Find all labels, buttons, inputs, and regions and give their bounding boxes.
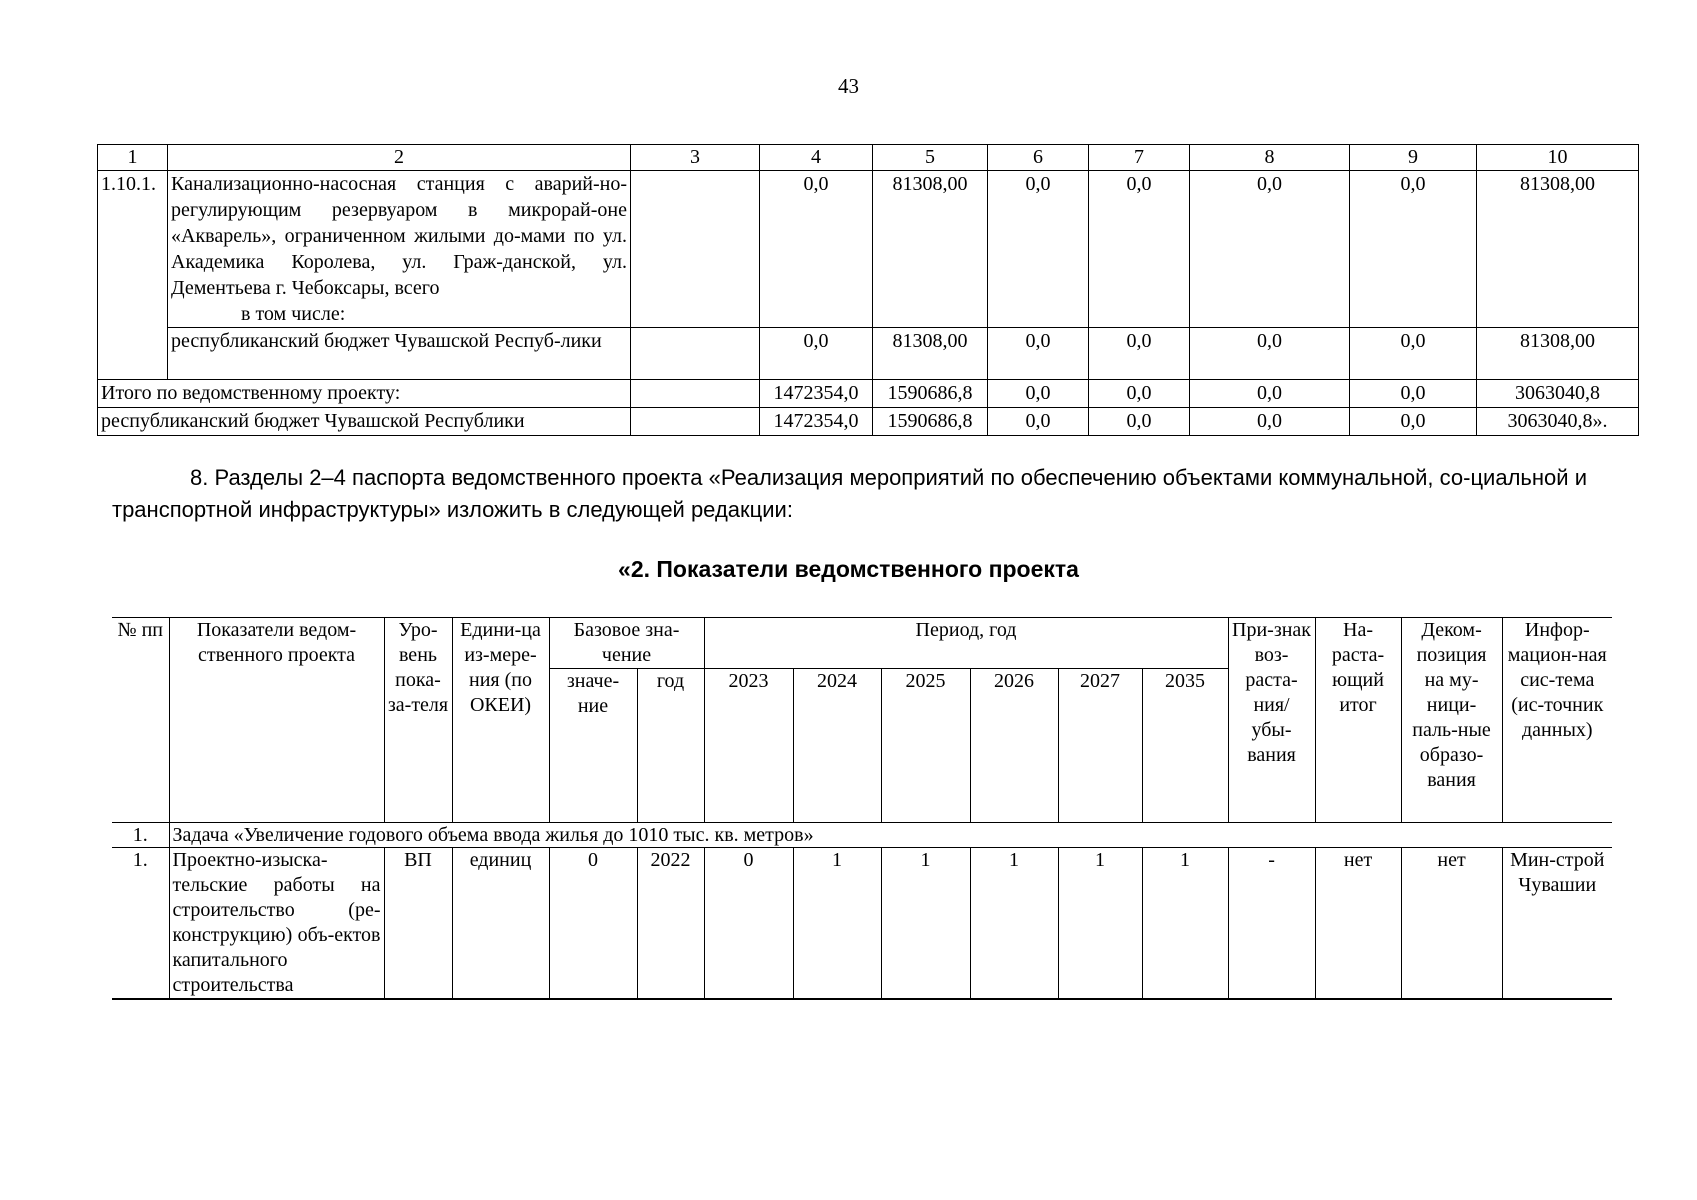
row-id: 1.10.1. (98, 171, 168, 380)
cell: 0,0 (988, 328, 1089, 380)
table-row (112, 848, 1612, 1000)
header-year: 2027 (1058, 669, 1142, 823)
cell: 0,0 (1190, 171, 1350, 328)
row-unit: единиц (452, 848, 549, 1000)
header-info-system: Инфор-мацион-ная сис-тема (ис-точник данных) (1502, 618, 1612, 823)
cell: 0,0 (1350, 380, 1477, 408)
cell: 1590686,8 (873, 408, 988, 436)
row-base-value: 0 (549, 848, 637, 1000)
cell: 0,0 (988, 380, 1089, 408)
cell: 1472354,0 (760, 408, 873, 436)
row-year-value: 0 (704, 848, 793, 1000)
table-header-row (98, 145, 1639, 171)
cell (631, 328, 760, 380)
column-header: 2 (168, 145, 631, 171)
task-row (112, 823, 1612, 848)
cell: 0,0 (1089, 328, 1190, 380)
task-num: 1. (112, 823, 169, 848)
row-decomposition: нет (1401, 848, 1502, 1000)
row-description-text: Канализационно-насосная станция с аварий-но-регулирующим резервуаром в микрорай-оне «Акварель», ограниченном жилыми до-мами по ул. Академика Королева, ул. Граж-данской, ул. Дементьева г. Чебоксары, всего (171, 173, 627, 299)
cell: 0,0 (1089, 408, 1190, 436)
row-info-system: Мин-строй Чувашии (1502, 848, 1612, 1000)
cell (631, 380, 760, 408)
row-num: 1. (112, 848, 169, 1000)
cell: 0,0 (1350, 328, 1477, 380)
row-level: ВП (384, 848, 452, 1000)
column-header: 1 (98, 145, 168, 171)
cell: 81308,00 (1477, 171, 1639, 328)
table-row (98, 171, 1639, 328)
cell: 1590686,8 (873, 380, 988, 408)
row-year-value: 1 (970, 848, 1058, 1000)
header-unit: Едини-ца из-мере-ния (по ОКЕИ) (452, 618, 549, 823)
cell: 0,0 (1350, 171, 1477, 328)
cell: 0,0 (760, 328, 873, 380)
column-header: 9 (1350, 145, 1477, 171)
column-header: 10 (1477, 145, 1639, 171)
row-year-value: 1 (793, 848, 881, 1000)
row-description: республиканский бюджет Чувашской Респуб-лики (168, 328, 631, 380)
header-period: Период, год (704, 618, 1228, 669)
cell: 0,0 (988, 171, 1089, 328)
cell: 81308,00 (873, 328, 988, 380)
cell (631, 171, 760, 328)
total-row (98, 408, 1639, 436)
cell: 3063040,8 (1477, 380, 1639, 408)
table-header-row (112, 618, 1612, 669)
column-header: 7 (1089, 145, 1190, 171)
header-sign: При-знак воз-раста-ния/ убы-вания (1228, 618, 1315, 823)
header-num: № пп (112, 618, 169, 823)
header-indicator: Показатели ведом-ственного проекта (169, 618, 384, 823)
header-base-value: значе-ние (549, 669, 637, 823)
cell: 0,0 (760, 171, 873, 328)
header-year: 2025 (881, 669, 970, 823)
cell: 0,0 (1190, 408, 1350, 436)
row-year-value: 1 (881, 848, 970, 1000)
cell: 1472354,0 (760, 380, 873, 408)
row-description (168, 171, 631, 328)
row-base-year: 2022 (637, 848, 704, 1000)
section-title: «2. Показатели ведомственного проекта (618, 556, 1079, 582)
cell: 81308,00 (873, 171, 988, 328)
header-year: 2035 (1142, 669, 1228, 823)
header-decomposition: Деком-позиция на му-ници-паль-ные образо-вания (1401, 618, 1502, 823)
column-header: 8 (1190, 145, 1350, 171)
cell (631, 408, 760, 436)
cell: 0,0 (1190, 380, 1350, 408)
cell: 81308,00 (1477, 328, 1639, 380)
row-year-value: 1 (1142, 848, 1228, 1000)
header-base-year: год (637, 669, 704, 823)
indicators-table (112, 617, 1612, 1000)
header-level: Уро-вень пока-за-теля (384, 618, 452, 823)
cell: 0,0 (1089, 380, 1190, 408)
instruction-paragraph: 8. Разделы 2–4 паспорта ведомственного проекта «Реализация мероприятий по обеспечению объектами коммунальной, со-циальной и транспортной инфраструктуры» изложить в следующей редакции: (112, 465, 1587, 522)
row-sign: - (1228, 848, 1315, 1000)
cell: 0,0 (988, 408, 1089, 436)
row-indicator: Проектно-изыска-тельские работы на строительство (ре-конструкцию) объ-ектов капитального строительства (169, 848, 384, 1000)
financing-table (97, 144, 1639, 436)
header-year: 2024 (793, 669, 881, 823)
column-header: 6 (988, 145, 1089, 171)
cell: 0,0 (1089, 171, 1190, 328)
header-year: 2026 (970, 669, 1058, 823)
cell: 0,0 (1350, 408, 1477, 436)
column-header: 5 (873, 145, 988, 171)
total-label: республиканский бюджет Чувашской Республики (98, 408, 631, 436)
row-cumulative: нет (1315, 848, 1401, 1000)
header-cumulative: На-раста-ющий итог (1315, 618, 1401, 823)
total-label: Итого по ведомственному проекту: (98, 380, 631, 408)
header-base: Базовое зна-чение (549, 618, 704, 669)
column-header: 3 (631, 145, 760, 171)
cell: 0,0 (1190, 328, 1350, 380)
table-row (98, 328, 1639, 380)
task-text: Задача «Увеличение годового объема ввода жилья до 1010 тыс. кв. метров» (169, 823, 1612, 848)
total-row (98, 380, 1639, 408)
cell: 3063040,8». (1477, 408, 1639, 436)
row-description-sub: в том числе: (241, 303, 346, 325)
page-number: 43 (838, 74, 859, 98)
row-year-value: 1 (1058, 848, 1142, 1000)
header-year: 2023 (704, 669, 793, 823)
column-header: 4 (760, 145, 873, 171)
